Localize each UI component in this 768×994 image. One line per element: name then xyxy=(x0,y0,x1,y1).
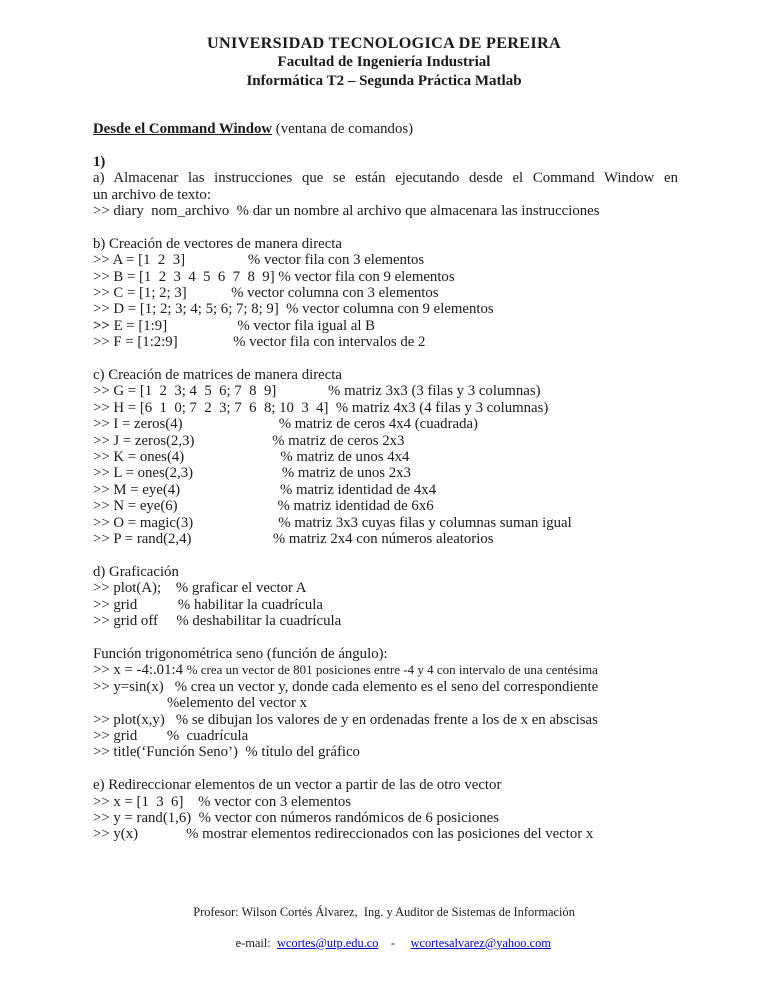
code-x-vector xyxy=(93,794,678,810)
text-segment: >> y(x) % mostrar elementos redireccionados con las posiciones del vector x xyxy=(93,826,594,843)
text-segment: un archivo de texto: xyxy=(93,186,211,203)
code-matrix-N xyxy=(93,498,678,514)
code-vector-C xyxy=(93,285,678,301)
text-segment: >> C = [1; 2; 3] % vector columna con 3 elementos xyxy=(93,285,439,302)
text-segment: >> O = magic(3) % matriz 3x3 cuyas filas y columnas suman igual xyxy=(93,514,572,531)
code-vector-D xyxy=(93,301,678,317)
text-segment: >> title(‘Función Seno’) % título del gráfico xyxy=(93,744,360,761)
code-plot-A xyxy=(93,580,678,596)
text-segment: (ventana de comandos) xyxy=(272,121,414,137)
text-segment: a) Almacenar las instrucciones que se están ejecutando desde el Command Window en xyxy=(93,170,678,187)
section-a-heading xyxy=(93,170,678,186)
text-segment: %elemento del vector x xyxy=(93,695,308,712)
text-segment: >> A = [1 2 3] % vector fila con 3 elementos xyxy=(93,252,425,269)
code-y-sin xyxy=(93,679,678,695)
code-y-rand xyxy=(93,810,678,826)
faculty-subtitle: Facultad de Ingeniería Industrial xyxy=(277,54,491,70)
code-matrix-O xyxy=(93,515,678,531)
email-link-yahoo[interactable]: wcortesalvarez@yahoo.com xyxy=(410,935,551,950)
code-plot-xy xyxy=(93,712,678,728)
text-segment: >> F = [1:2:9] % vector fila con intervalos de 2 xyxy=(93,334,426,351)
code-vector-B xyxy=(93,269,678,285)
blank-line xyxy=(93,548,678,564)
blank-line xyxy=(93,137,678,153)
code-y-sin-cont xyxy=(93,695,678,711)
text-segment: Desde el Command Window xyxy=(93,121,273,137)
code-matrix-K xyxy=(93,449,678,465)
code-matrix-I xyxy=(93,416,678,432)
blank-line xyxy=(93,630,678,646)
text-segment: >> xyxy=(93,317,110,334)
code-vector-A xyxy=(93,252,678,268)
text-segment: >> B = [1 2 3 4 5 6 7 8 9] % vector fila con 9 elementos xyxy=(93,268,455,285)
section-b-heading xyxy=(93,236,678,252)
item-1-label xyxy=(93,154,678,170)
email-separator: - xyxy=(378,935,411,950)
sine-function-heading xyxy=(93,646,678,662)
text-segment: >> G = [1 2 3; 4 5 6; 7 8 9] % matriz 3x3 (3 filas y 3 columnas) xyxy=(93,383,541,400)
text-segment: >> grid % cuadrícula xyxy=(93,727,249,744)
code-matrix-H xyxy=(93,400,678,416)
code-title xyxy=(93,744,678,760)
text-segment: 1) xyxy=(93,153,106,170)
text-segment: >> grid off % deshabilitar la cuadrícula xyxy=(93,613,342,630)
text-segment: % crea un vector de 801 posiciones entre -4 y 4 con intervalo de una centésima xyxy=(186,662,598,678)
code-matrix-G xyxy=(93,383,678,399)
text-segment: >> N = eye(6) % matriz identidad de 6x6 xyxy=(93,498,434,515)
text-segment: >> y=sin(x) % crea un vector y, donde cada elemento es el seno del correspondiente xyxy=(93,678,599,695)
email-line xyxy=(0,920,768,967)
section-c-heading xyxy=(93,367,678,383)
section-e-heading xyxy=(93,777,678,793)
code-matrix-P xyxy=(93,531,678,547)
text-segment: >> P = rand(2,4) % matriz 2x4 con números aleatorios xyxy=(93,531,494,548)
text-segment: >> grid % habilitar la cuadrícula xyxy=(93,596,323,613)
text-segment: b) Creación de vectores de manera directa xyxy=(93,235,342,252)
blank-line xyxy=(93,219,678,235)
code-matrix-J xyxy=(93,433,678,449)
text-segment: >> H = [6 1 0; 7 2 3; 7 6 8; 10 3 4] % matriz 4x3 (4 filas y 3 columnas) xyxy=(93,399,549,416)
text-segment: >> plot(x,y) % se dibujan los valores de y en ordenadas frente a los de x en abscisas xyxy=(93,711,598,728)
text-segment: >> diary nom_archivo % dar un nombre al archivo que almacenara las instrucciones xyxy=(93,203,600,220)
document-header xyxy=(0,0,768,91)
code-diary xyxy=(93,203,678,219)
blank-line xyxy=(93,761,678,777)
text-segment: >> L = ones(2,3) % matriz de unos 2x3 xyxy=(93,465,411,482)
code-x-range xyxy=(93,662,678,678)
text-segment: >> x = [1 3 6] % vector con 3 elementos xyxy=(93,793,352,810)
code-grid-2 xyxy=(93,728,678,744)
course-subtitle: Informática T2 – Segunda Práctica Matlab xyxy=(246,73,522,89)
text-segment: >> y = rand(1,6) % vector con números randómicos de 6 posiciones xyxy=(93,809,499,826)
email-label: e-mail: xyxy=(235,935,277,950)
text-segment: e) Redireccionar elementos de un vector a partir de las de otro vector xyxy=(93,777,502,794)
text-segment: Función trigonométrica seno (función de ángulo): xyxy=(93,645,388,662)
text-segment: >> I = zeros(4) % matriz de ceros 4x4 (cuadrada) xyxy=(93,416,478,433)
section-a-heading-cont xyxy=(93,187,678,203)
text-segment: >> D = [1; 2; 3; 4; 5; 6; 7; 8; 9] % vector columna con 9 elementos xyxy=(93,301,494,318)
document-body xyxy=(93,121,678,843)
text-segment: >> J = zeros(2,3) % matriz de ceros 2x3 xyxy=(93,432,405,449)
code-vector-E xyxy=(93,318,678,334)
section-d-heading xyxy=(93,564,678,580)
text-segment: >> M = eye(4) % matriz identidad de 4x4 xyxy=(93,481,437,498)
text-segment: E = [1:9] % vector fila igual al B xyxy=(109,317,376,334)
email-link-utp[interactable]: wcortes@utp.edu.co xyxy=(276,935,379,950)
text-segment: >> x = -4:.01:4 xyxy=(93,662,187,679)
code-vector-F xyxy=(93,334,678,350)
intro-heading xyxy=(93,121,678,137)
text-segment: c) Creación de matrices de manera directa xyxy=(93,367,342,384)
text-segment: >> K = ones(4) % matriz de unos 4x4 xyxy=(93,449,410,466)
professor-credit: Profesor: Wilson Cortés Álvarez, Ing. y Auditor de Sistemas de Información xyxy=(193,904,575,919)
code-grid-off xyxy=(93,613,678,629)
text-segment: d) Graficación xyxy=(93,563,179,580)
code-y-index xyxy=(93,826,678,842)
code-grid-on xyxy=(93,597,678,613)
university-title: UNIVERSIDAD TECNOLOGICA DE PEREIRA xyxy=(207,34,561,52)
text-segment: >> plot(A); % graficar el vector A xyxy=(93,580,307,597)
blank-line xyxy=(93,351,678,367)
code-matrix-L xyxy=(93,465,678,481)
document-footer xyxy=(0,905,768,967)
code-matrix-M xyxy=(93,482,678,498)
